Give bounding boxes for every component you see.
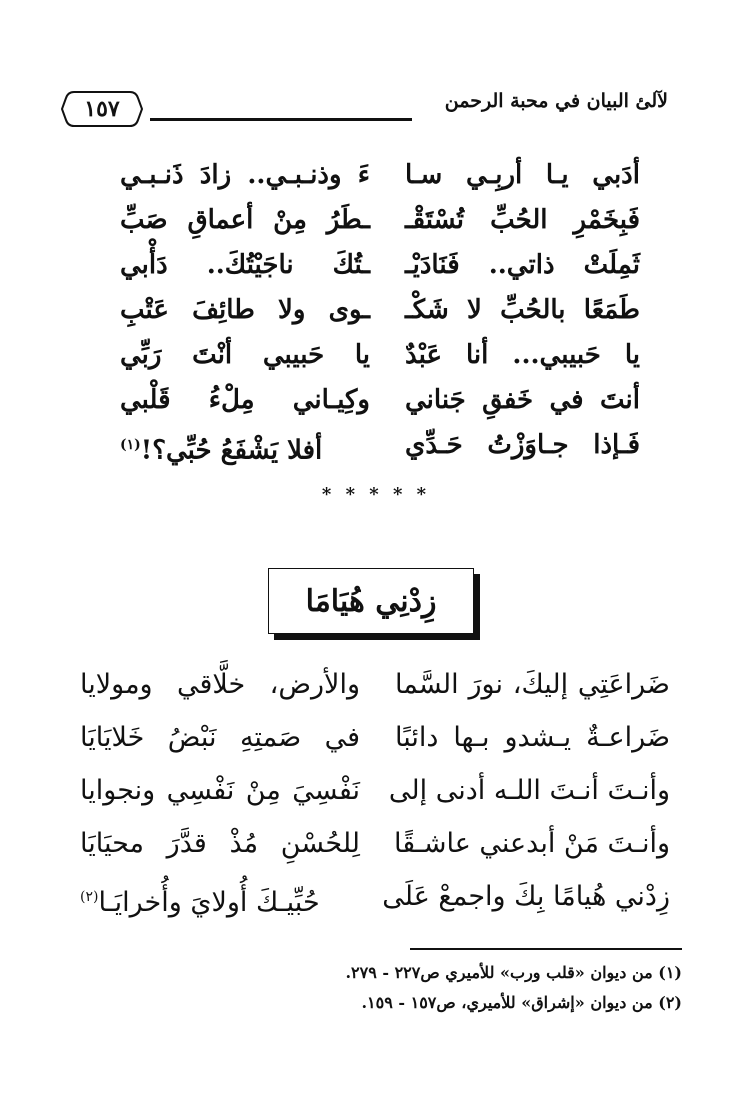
- verse: [80, 665, 670, 705]
- verse-first-hemistich: زِدْني هُيامًا بِكَ واجمعْ عَلَى: [382, 881, 670, 912]
- verse-first-hemistich: يا حَبيبي... أنا عَبْدٌ: [405, 340, 640, 370]
- verse-text: أفلا يَشْفَعُ حُبِّي؟!: [140, 435, 323, 466]
- verse-second-hemistich: ءَ وذنـبـي.. زادَ ذَنـبـي: [120, 160, 370, 190]
- page-number-badge: [60, 88, 144, 130]
- verse-second-hemistich: يا حَبيبي أنْتَ رَبِّي: [120, 340, 370, 370]
- verse-second-hemistich: ـوى ولا طائِفَ عَتْبِ: [120, 295, 370, 325]
- verse: [80, 877, 670, 917]
- verse-first-hemistich: وأنـتَ مَنْ أبدعني عاشـقًا: [394, 828, 670, 859]
- verse-text: حُبِّيـكَ أُولايَ وأُخرايَـا: [98, 887, 320, 918]
- running-title: لآلئ البيان في محبة الرحمن: [444, 90, 668, 112]
- verse: [120, 290, 640, 330]
- page-header: [0, 0, 752, 150]
- verse-first-hemistich: وأنـتَ أنـتَ اللـه أدنى إلى: [388, 775, 670, 806]
- verse: [80, 771, 670, 811]
- verse: [80, 718, 670, 758]
- verse-second-hemistich: ـطَرُ مِنْ أعماقِ صَبِّ: [120, 205, 370, 235]
- verse: [120, 200, 640, 240]
- footnote-marker: (١): [120, 437, 141, 453]
- verse: [120, 155, 640, 195]
- verse-second-hemistich: ـتُكَ ناجَيْتُكَ.. دَأْبي: [120, 250, 370, 280]
- verse-first-hemistich: ضَراعـةٌ يـشدو بـها دائبًا: [395, 722, 670, 753]
- section-title-box: [268, 568, 474, 634]
- verse-first-hemistich: طَمَعًا بالحُبِّ لا شَكْـ: [405, 295, 640, 325]
- verse-first-hemistich: ضَراعَتِي إليكَ، نورَ السَّما: [395, 669, 670, 700]
- verse-first-hemistich: فَبِخَمْرِ الحُبِّ تُسْتَقْـ: [405, 205, 640, 235]
- section-title: زِدْنِي هُيَامَا: [305, 583, 437, 619]
- verse: [120, 380, 640, 420]
- verse: [80, 824, 670, 864]
- verse-second-hemistich: نَفْسِيَ مِنْ نَفْسِي ونجوايا: [80, 775, 360, 806]
- footnote-rule: [410, 948, 682, 950]
- verse-second-hemistich: في صَمتِهِ نَبْضُ خَلايَايَا: [80, 722, 360, 753]
- verse-second-hemistich: والأرض، خلَّاقي ومولايا: [80, 669, 360, 700]
- verse-second-hemistich: لِلحُسْنِ مُذْ قدَّرَ محيَايَا: [80, 828, 360, 859]
- verse: [120, 245, 640, 285]
- section-separator: * * * * *: [321, 484, 431, 505]
- verse: [120, 335, 640, 375]
- footnotes: [82, 958, 682, 1018]
- header-rule: [150, 118, 412, 121]
- verse-first-hemistich: أنتَ في خَفقِ جَناني: [405, 385, 640, 415]
- footnote: (٢) من ديوان «إشراق» للأميري، ص١٥٧ - ١٥٩.: [361, 993, 682, 1012]
- verse-second-hemistich: [120, 425, 370, 471]
- verse-first-hemistich: أدَبي يـا أربِـي سـا: [405, 160, 640, 190]
- verse-first-hemistich: فَـإذا جـاوَزْتُ حَـدِّي: [405, 430, 640, 460]
- page-number: ١٥٧: [84, 96, 120, 122]
- footnote: (١) من ديوان «قلب ورب» للأميري ص٢٢٧ - ٢٧٩.: [345, 963, 682, 982]
- footnote-marker: (٢): [80, 889, 99, 905]
- verse-second-hemistich: [80, 877, 360, 923]
- verse-first-hemistich: ثَمِلَتْ ذاتي.. فَنَادَيْـ: [405, 250, 640, 280]
- verse: [120, 425, 640, 465]
- verse-second-hemistich: وكِيـاني مِلْءُ قَلْبي: [120, 385, 370, 415]
